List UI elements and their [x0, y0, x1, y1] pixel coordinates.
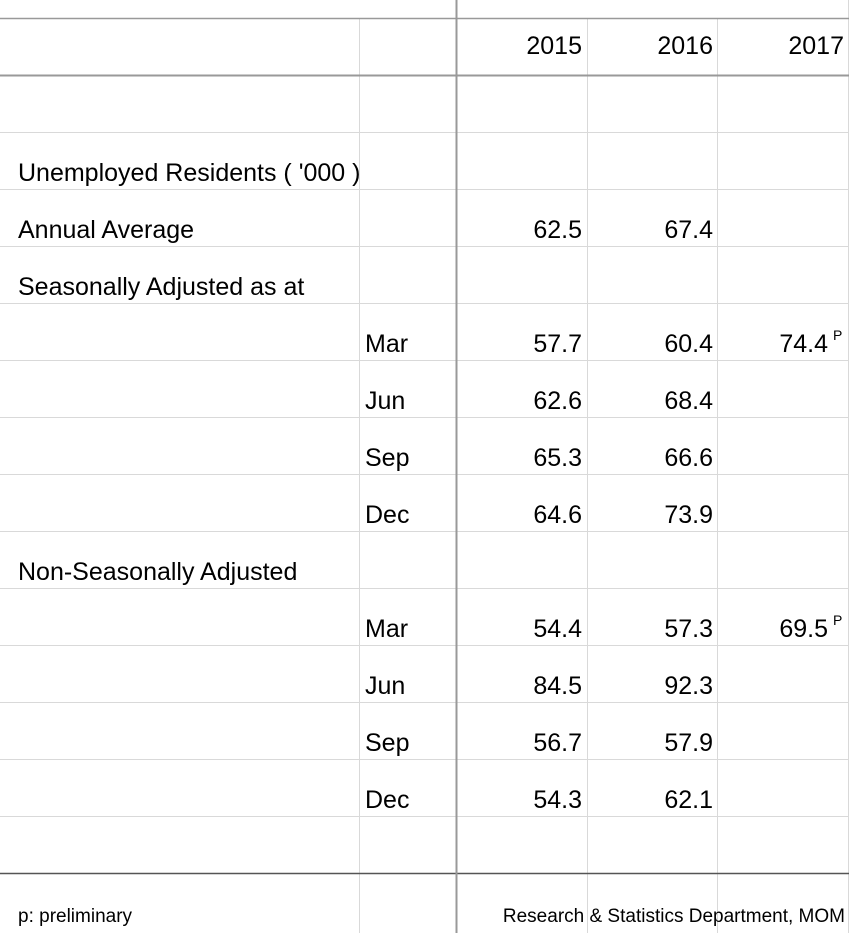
header-year-2017[interactable]: 2017	[788, 32, 844, 60]
sa-sep-2015[interactable]: 65.3	[533, 444, 582, 472]
nsa-jun-2016[interactable]: 92.3	[664, 672, 713, 700]
annual-average-label[interactable]: Annual Average	[18, 216, 195, 244]
nsa-jun-2015[interactable]: 84.5	[533, 672, 582, 700]
nsa-sep-2015[interactable]: 56.7	[533, 729, 582, 757]
nsa-month-sep[interactable]: Sep	[365, 729, 410, 757]
non-seasonally-adjusted-label[interactable]: Non-Seasonally Adjusted	[18, 558, 298, 586]
nsa-mar-2017-preliminary-flag: P	[833, 612, 843, 628]
seasonally-adjusted-label[interactable]: Seasonally Adjusted as at	[18, 273, 305, 301]
sa-month-jun[interactable]: Jun	[365, 387, 406, 415]
footnote-preliminary[interactable]: p: preliminary	[18, 906, 133, 927]
nsa-dec-2016[interactable]: 62.1	[664, 786, 713, 814]
nsa-month-jun[interactable]: Jun	[365, 672, 406, 700]
sa-jun-2015[interactable]: 62.6	[533, 387, 582, 415]
nsa-mar-2015[interactable]: 54.4	[533, 615, 582, 643]
source-note[interactable]: Research & Statistics Department, MOM	[502, 906, 845, 927]
sa-sep-2016[interactable]: 66.6	[664, 444, 713, 472]
sa-mar-2017-preliminary-flag: P	[833, 327, 843, 343]
sa-month-mar[interactable]: Mar	[365, 330, 409, 358]
sa-dec-2016[interactable]: 73.9	[664, 501, 713, 529]
nsa-sep-2016[interactable]: 57.9	[664, 729, 713, 757]
annual-2015[interactable]: 62.5	[533, 216, 582, 244]
sa-dec-2015[interactable]: 64.6	[533, 501, 582, 529]
sa-month-dec[interactable]: Dec	[365, 501, 410, 529]
nsa-month-dec[interactable]: Dec	[365, 786, 410, 814]
nsa-mar-2017[interactable]: 69.5	[779, 615, 828, 643]
header-year-2016[interactable]: 2016	[657, 32, 713, 60]
annual-2016[interactable]: 67.4	[664, 216, 713, 244]
sa-mar-2015[interactable]: 57.7	[533, 330, 582, 358]
sa-jun-2016[interactable]: 68.4	[664, 387, 713, 415]
table-title[interactable]: Unemployed Residents ( '000 )	[18, 159, 361, 187]
sa-month-sep[interactable]: Sep	[365, 444, 410, 472]
sa-mar-2017[interactable]: 74.4	[779, 330, 828, 358]
header-year-2015[interactable]: 2015	[526, 32, 582, 60]
nsa-dec-2015[interactable]: 54.3	[533, 786, 582, 814]
nsa-mar-2016[interactable]: 57.3	[664, 615, 713, 643]
nsa-month-mar[interactable]: Mar	[365, 615, 409, 643]
sa-mar-2016[interactable]: 60.4	[664, 330, 713, 358]
